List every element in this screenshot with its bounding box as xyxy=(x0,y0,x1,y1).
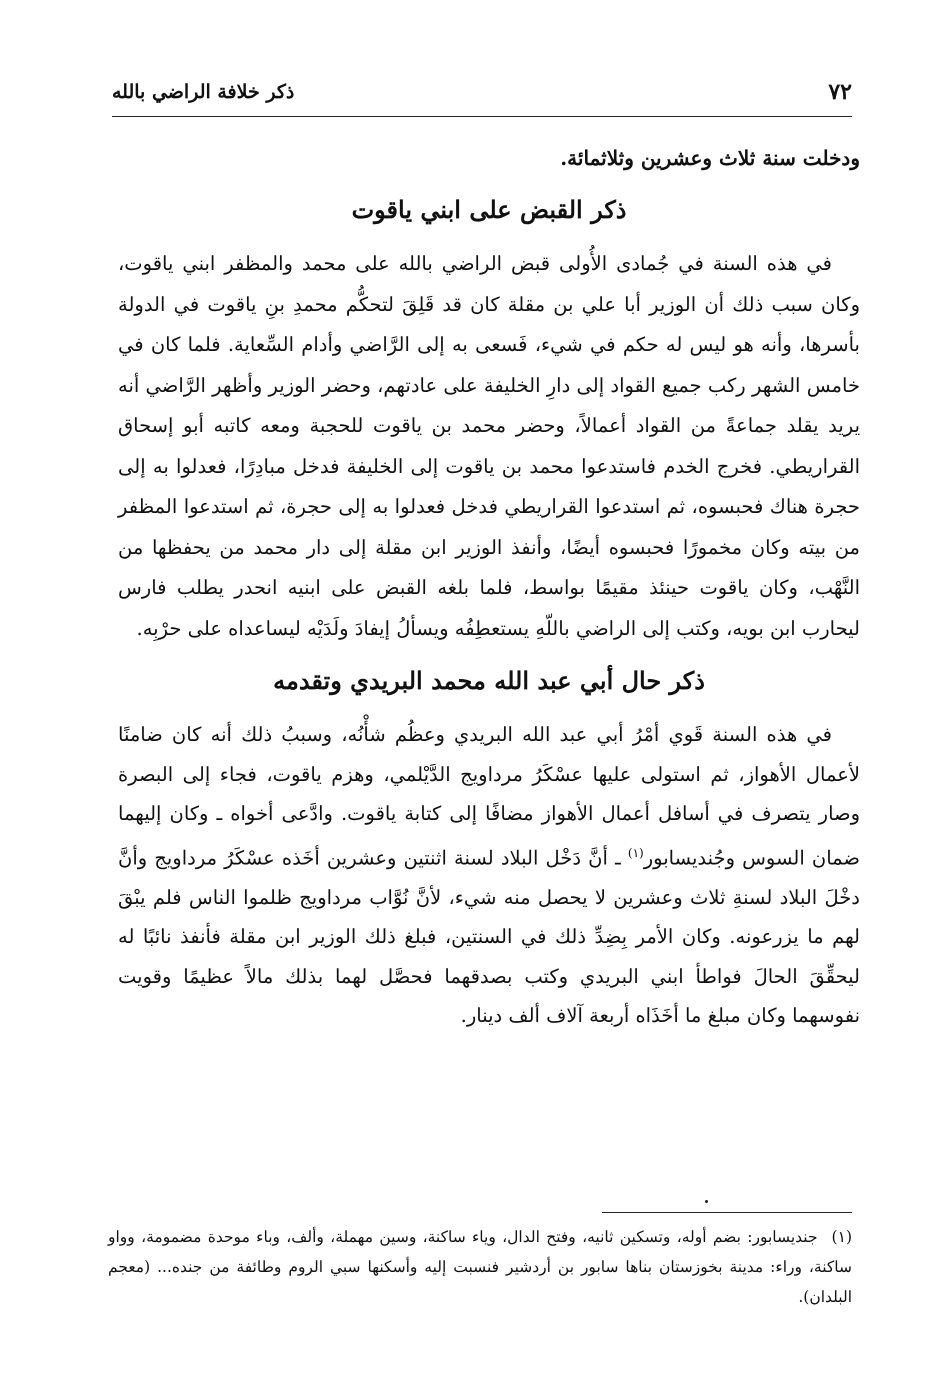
section-body-arrest: في هذه السنة في جُمادى الأُولى قبض الراضي بالله على محمد والمظفر ابني ياقوت، وكان سبب ذلك أن الوزير أبا علي بن مقلة كان قد قَلِقَ لتحكُّم محمدِ بنِ ياقوت في الدولة بأسرها، وأنه هو ليس له حكم في شيء، فَسعى به إلى الرَّاضي وأدام السِّعاية. فلما كان في خامس الشهر ركب جميع القواد إلى دارِ الخليفة على عادتهم، وحضر الوزير وأظهر الرَّاضي أنه يريد يقلد جماعةً من القواد أعمالاً، وحضر محمد بن ياقوت للحجبة ومعه كاتبه أبو إسحاق القراريطي. فخرج الخدم فاستدعوا محمد بن ياقوت إلى الخليفة فدخل مبادِرًا، فعدلوا به إلى حجرة هناك فحبسوه، ثم استدعوا القراريطي فدخل فعدلوا به إلى حجرة، ثم استدعوا المظفر من بيته وكان مخمورًا فحبسوه أيضًا، وأنفذ الوزير ابن مقلة إلى دار محمد من يحفظها من النَّهْب، وكان ياقوت حينئذ مقيمًا بواسط، فلما بلغه القبض على ابنيه انحدر يطلب فارس ليحارب ابن بويه، وكتب إلى الراضي باللّهِ يستعطِفُه ويسألُ إيفادَ ولَدَيْه ليساعداه على حرْبِه. xyxy=(118,252,860,640)
section-body-baridi xyxy=(118,715,860,1036)
intro-line: ودخلت سنة ثلاث وعشرين وثلاثمائة. xyxy=(560,146,860,170)
section-heading-arrest: ذكر القبض على ابني ياقوت xyxy=(351,195,627,224)
main-text xyxy=(118,140,860,1036)
footnote-rule-dot xyxy=(705,1200,708,1203)
page-header xyxy=(112,72,852,112)
body-text-part-2: ـ أنَّ دَخْل البلاد لسنة اثنتين وعشرين أخَذه عسْكَرُ مرداويج وأنَّ دخْلَ البلاد لسنةِ ثلاث وعشرين لا يحصل منه شيء، لأنَّ نُوَّاب مرداويج ظلموا الناس فلم يبْقَ لهم ما يزرعونه. وكان الأمر بِضِدِّ ذلك في السنتين، فبلغ ذلك الوزير ابن مقلة فأنفذ نائبًا له ليحقِّقَ الحالَ فواطأ ابني البريدي وكتب بصدقهما فحصَّل لهما بذلك مالاً عظيمًا وقويت نفوسهما وكان مبلغ ما أخَذَاه أربعة آلاف ألف دينار. xyxy=(118,846,860,1027)
section-heading-baridi: ذكر حال أبي عبد الله محمد البريدي وتقدمه xyxy=(273,666,705,695)
footnote xyxy=(108,1222,852,1312)
footnote-rule xyxy=(602,1212,852,1213)
page-number: ٧٢ xyxy=(828,79,852,105)
footnote-number: (١) xyxy=(831,1228,852,1246)
header-rule xyxy=(112,116,852,117)
footnote-text: جنديسابور: بضم أوله، وتسكين ثانيه، وفتح الدال، وياء ساكنة، وسين مهملة، وألف، وباء موحدة مضمومة، وواو ساكنة، وراء: مدينة بخوزستان بناها سابور بن أردشير فنسبت إليه وأسكنها سبي الروم وطائفة من جنده... (معجم البلدان). xyxy=(108,1228,852,1306)
running-title: ذكر خلافة الراضي بالله xyxy=(112,81,295,103)
footnote-reference: (١) xyxy=(627,845,644,860)
body-text-part-1: في هذه السنة قَوي أمْرُ أبي عبد الله البريدي وعظُم شأْنُه، وسببُ ذلك أنه كان ضامنًا لأعمال الأهواز، ثم استولى عليها عسْكَرُ مرداويج الدَّيْلمي، وهزم ياقوت، فجاء إلى البصرة وصار يتصرف في أسافل أعمال الأهواز مضافًا إلى كتابة ياقوت. وادَّعى أخواه ـ وكان إليهما ضمان السوس وجُنديسابور xyxy=(118,723,860,869)
